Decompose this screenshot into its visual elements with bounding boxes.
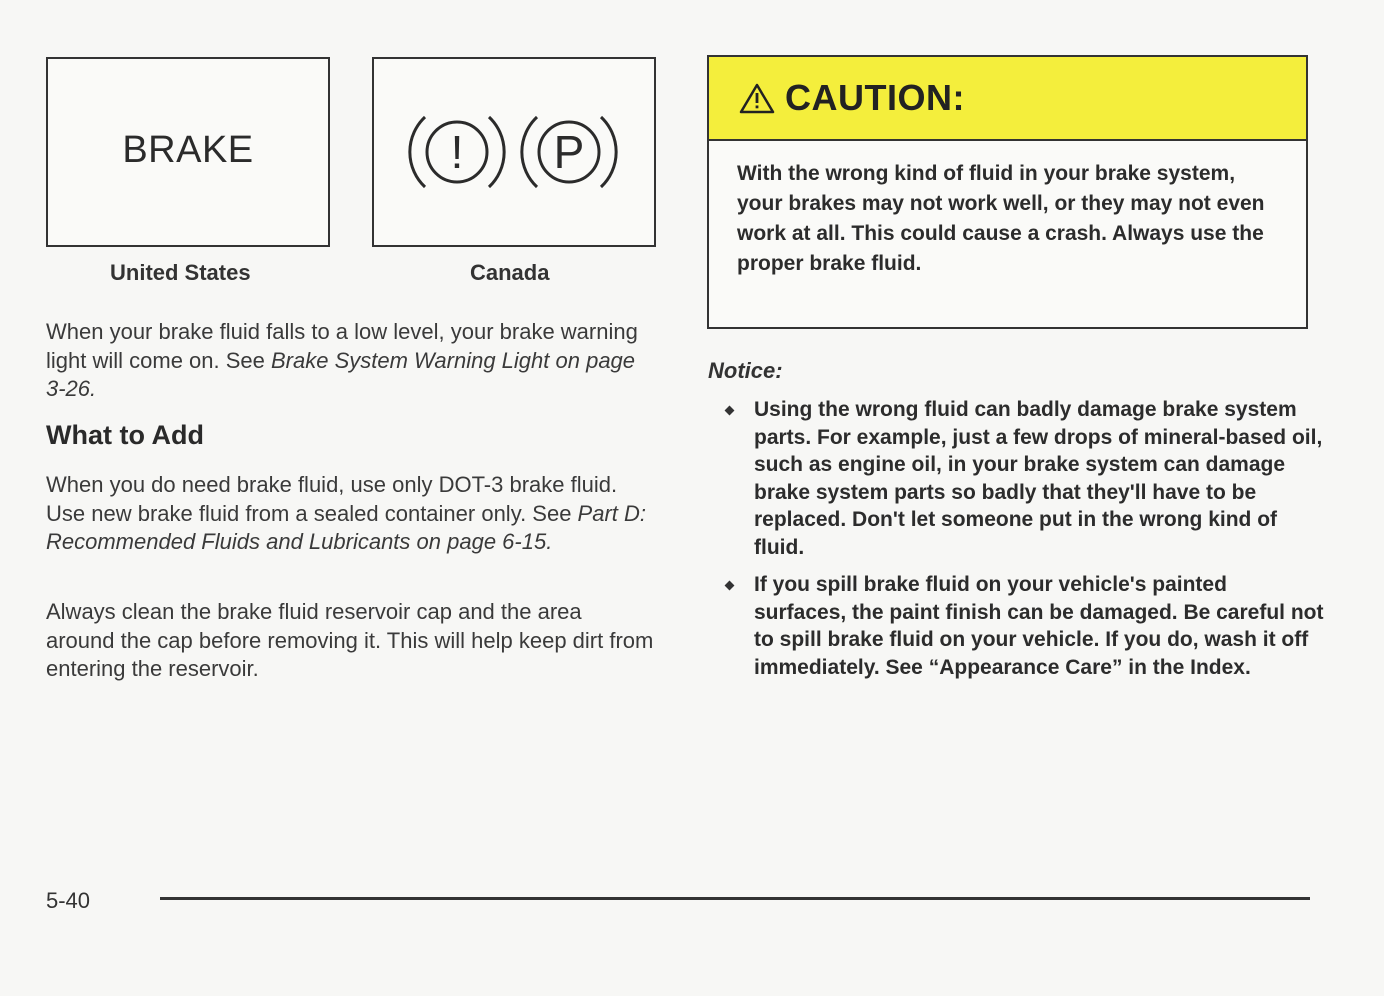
parking-p-glyph: P [553, 126, 585, 178]
list-item [724, 571, 1324, 681]
notice-label: Notice: [708, 358, 783, 383]
list-item [724, 396, 1324, 561]
dot3-paragraph [46, 471, 656, 557]
intro-end: . [90, 376, 97, 401]
clean-cap-paragraph: Always clean the brake fluid reservoir cap and the area around the cap before removing it. This will help keep dirt from entering the reservoir. [46, 599, 654, 681]
intro-reference: Brake System Warning Light on page 3-26 [46, 347, 636, 401]
exclamation-glyph: ! [450, 126, 464, 178]
notice-item-text: Using the wrong fluid can badly damage brake system parts. For example, just a few drops of mineral-based oil, such as engine oil, in your brake system can damage brake system parts so badly that they'll have to be replaced. Don't let someone put in the wrong kind of fluid. [754, 398, 1323, 559]
brake-warning-light-canada [372, 57, 656, 247]
section-heading: What to Add [46, 420, 204, 450]
dot3-reference: Part D: Recommended Fluids and Lubricants on page 6-15 [46, 500, 647, 554]
brake-label: BRAKE [122, 128, 254, 171]
caution-header [709, 57, 1306, 141]
caution-text: With the wrong kind of fluid in your brake system, your brakes may not work well, or they may not even work at all. This could cause a crash. Always use the proper brake fluid. [737, 162, 1265, 275]
brake-symbol-icon [399, 97, 629, 207]
caution-title: CAUTION: [785, 77, 965, 118]
intro-text: When your brake fluid falls to a low level, your brake warning light will come on. See [46, 319, 638, 373]
caption-united-states: United States [110, 260, 251, 285]
bullet-icon [725, 581, 735, 591]
dot3-end: . [546, 529, 553, 554]
dot3-text: When you do need brake fluid, use only DOT-3 brake fluid. Use new brake fluid from a sealed container only. See [46, 472, 618, 526]
footer-rule [160, 897, 1310, 900]
brake-warning-light-us [46, 57, 330, 247]
intro-paragraph [46, 318, 656, 404]
warning-triangle-icon [739, 82, 775, 114]
caption-canada: Canada [470, 260, 550, 285]
page-number: 5-40 [46, 888, 91, 913]
notice-list [724, 396, 1324, 691]
bullet-icon [725, 406, 735, 416]
caution-box [707, 55, 1308, 329]
notice-item-text: If you spill brake fluid on your vehicle's painted surfaces, the paint finish can be damaged. Be careful not to spill brake fluid on your vehicle. If you do, wash it off immediately. See “Appearance Care” in the Index. [754, 573, 1324, 679]
